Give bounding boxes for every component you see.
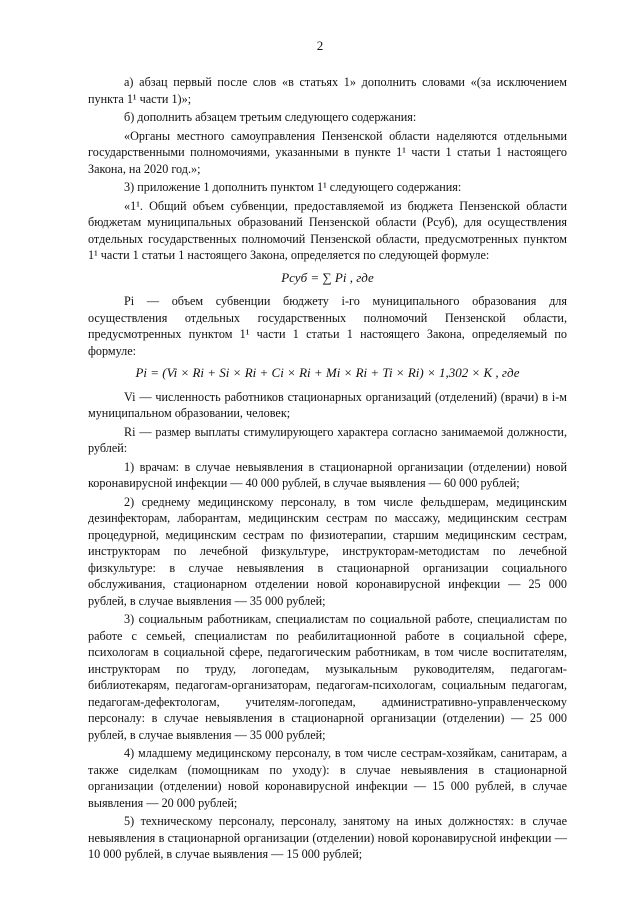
page-number: 2	[316, 38, 324, 53]
rate-item-3: 3) социальным работникам, специалистам по социальной работе, специалистам по работе с семьей, специалистам по реабилитационной работе в социальной сфере, психологам в социальной сфере, педагогическим работникам, в том числе воспитателям, инструкторам по труду, логопедам, музыкальным руководителям, педагогам-библиотекарям, педагогам-организаторам, педагогам-психологам, социальным педагогам, педагогам-дефектологам, учителям-логопедам, административно-управленческому персоналу: в случае невыявления в стационарной организации (отделении) — 25 000 рублей, в случае выявления — 35 000 рублей;	[88, 612, 567, 742]
document-body	[88, 74, 567, 865]
paragraph-b: б) дополнить абзацем третьим следующего содержания:	[124, 110, 417, 124]
paragraph-pi-definition: Pi — объем субвенции бюджету i-го муниципального образования для осуществления отдельных государственных полномочий Пензенской области, предусмотренных пунктом 1¹ части 1 статьи 1 настоящего Закона, определяемый по формуле:	[88, 294, 567, 358]
paragraph-vi-definition: Vi — численность работников стационарных организаций (отделений) (врачи) в i-м муниципальном образовании, человек;	[88, 389, 567, 420]
paragraph-ri-definition: Ri — размер выплаты стимулирующего характера согласно занимаемой должности, рублей:	[88, 424, 567, 455]
paragraph-quote: «Органы местного самоуправления Пензенской области наделяются отдельными государственными полномочиями, указанными в пункте 1¹ части 1 статьи 1 настоящего Закона, на 2020 год.»;	[88, 128, 567, 176]
rate-item-2: 2) среднему медицинскому персоналу, в том числе фельдшерам, медицинским дезинфекторам, лаборантам, медицинским сестрам по массажу, медицинским сестрам процедурной, медицинским сестрам по физиотерапии, старшим медицинским сестрам, инструкторам по лечебной физкультуре, инструкторам-методистам по лечебной физкультуре: в случае невыявления в стационарной организации социального обслуживания, стационарном отделении новой коронавирусной инфекции — 25 000 рублей, в случае выявления — 35 000 рублей;	[88, 494, 567, 608]
rate-item-5: 5) техническому персоналу, персоналу, занятому на иных должностях: в случае невыявления в стационарной организации (отделении) новой коронавирусной инфекции — 10 000 рублей, в случае выявления — 15 000 рублей;	[88, 814, 567, 861]
formula-pi: Pi = (Vi × Ri + Si × Ri + Ci × Ri + Mi × Ri + Ti × Ri) × 1,302 × K , где	[135, 365, 520, 380]
rate-item-1: 1) врачам: в случае невыявления в стационарной организации (отделении) новой коронавирусной инфекции — 40 000 рублей, в случае выявления — 60 000 рублей;	[88, 459, 567, 490]
formula-total: Pсуб = ∑ Pi , где	[281, 269, 374, 285]
paragraph-a: а) абзац первый после слов «в статьях 1» дополнить словами «(за исключением пункта 1¹ части 1)»;	[88, 75, 567, 106]
paragraph-item-3: 3) приложение 1 дополнить пунктом 1¹ следующего содержания:	[124, 180, 462, 194]
rate-item-4: 4) младшему медицинскому персоналу, в том числе сестрам-хозяйкам, санитарам, а также сиделкам (помощникам по уходу): в случае невыявления в стационарной организации (отделении) новой коронавирусной инфекции — 15 000 рублей, в случае выявления — 20 000 рублей;	[88, 746, 567, 810]
paragraph-total-subvention: «1¹. Общий объем субвенции, предоставляемой из бюджета Пензенской области бюджетам муниципальных образований Пензенской области (Pсуб), для осуществления отдельных государственных полномочий Пензенской области, предусмотренных пунктом 1¹ части 1 статьи 1 настоящего Закона, определяется по следующей формуле:	[88, 198, 567, 262]
